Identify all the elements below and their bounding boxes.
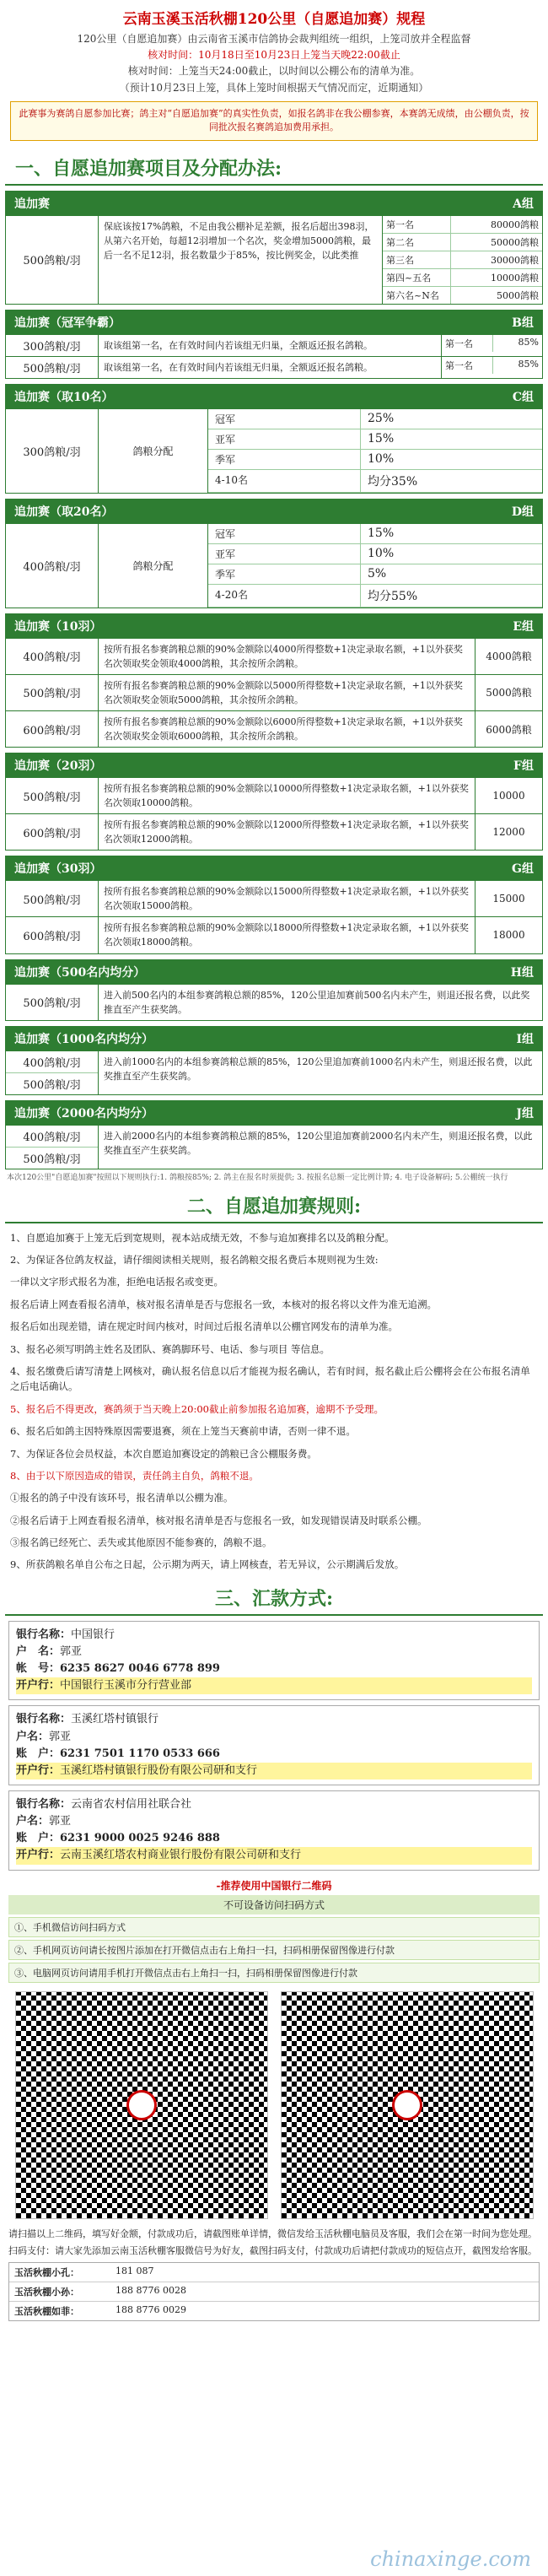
bank-value: 玉溪红塔村镇银行 [71,1713,159,1726]
bank-value: 云南玉溪红塔农村商业银行股份有限公司研和支行 [60,1849,302,1862]
bank-name-row [16,1627,532,1644]
pct-value: 15% [360,429,542,449]
bank-branch-row [16,1847,532,1864]
contact-row [9,2263,539,2282]
qr-code-image[interactable] [281,1991,534,2219]
bank-label: 银行名称： [16,1713,72,1726]
bank-logo-icon [392,2090,422,2120]
group-d-header [6,500,542,523]
rule-item: 7、为保证各位会员权益，本次自愿追加赛设定的鸽粮已含公棚服务费。 [10,1447,317,1460]
prize-rank: 第三名 [386,254,414,266]
group-a-name: 追加赛 [14,197,50,211]
pct-row [208,470,542,493]
prize-amount: 50000鸽粮 [450,234,542,251]
rule-item: ①报名的鸽子中没有该环号，报名清单以公棚为准。 [10,1492,234,1504]
group-f-header [6,753,542,777]
group-d-mid: 鸽粮分配 [99,524,208,608]
group-f-price: 600鸽粮/羽 [6,814,99,850]
rule-item: 9、所获鸽粮名单自公布之日起，公示期为两天，请上网核查，若无异议，公示期满后发放。 [10,1558,405,1571]
bank-account-row[interactable] [16,1830,532,1847]
bank-account-row[interactable] [16,1746,532,1763]
group-g-desc: 按所有报名参赛鸽粮总额的90%金额除以18000所得整数+1决定录取名额，+1以外获奖名次领取18000鸽粮。 [104,922,469,948]
group-c-header [6,385,542,408]
pct-row [208,564,542,585]
group-e-letter: E组 [513,619,534,634]
rule-item: 2、为保证各位鸽友权益，请仔细阅读相关规则，报名鸽粮交报名费后本规则视为生效: [10,1253,379,1266]
prize-amount: 85% [492,335,542,352]
rule-item: 1、自愿追加赛于上笼无后到宽规则，视本站成绩无效，不参与追加赛排名以及鸽粮分配。 [10,1231,395,1244]
intro-line-4: （预计10月23日上笼，具体上笼时间根据天气情况而定，近期通知） [119,81,429,94]
group-a-prizes [382,216,542,304]
group-j-row [6,1125,542,1169]
bank-value: 中国银行 [71,1628,116,1641]
group-c-mid: 鸽粮分配 [99,409,208,493]
group-c-price: 300鸽粮/羽 [6,409,99,493]
pct-rank: 冠军 [215,527,236,540]
recommend-qr: -推荐使用中国银行二维码 [8,1876,540,1895]
bank-label: 开户行： [16,1679,61,1693]
group-e-price: 400鸽粮/羽 [6,639,99,674]
group-f-row [6,813,542,850]
group-i-name: 追加赛（1000名内均分） [14,1032,153,1046]
pct-row [208,409,542,429]
group-j-prices [6,1126,99,1169]
contact-name: 玉活秋棚小孔： [14,2266,79,2278]
prize-rank: 第四~五名 [386,272,432,284]
bank-label: 户名： [16,1730,50,1743]
group-i-row [6,1050,542,1094]
pct-value: 均分55% [360,585,542,607]
bank-label: 户 名： [16,1644,61,1658]
pct-value: 5% [360,564,542,584]
group-b-desc: 取该组第一名，在有效时间内若该组无归巢，全额返还报名鸽粮。 [104,339,373,351]
prize-row [383,251,542,269]
group-b-letter: B组 [512,316,534,330]
prize-row [442,357,542,374]
rule-item: 4、报名缴费后请写清楚上网核对，确认报名信息以后才能视为报名确认，若有时间，报名截止后公棚将会在公布报名清单之后电话确认。 [10,1364,530,1393]
contact-name: 玉活秋棚小孙： [14,2286,79,2298]
bank-account-row[interactable] [16,1661,532,1677]
group-b-prize [441,335,542,356]
group-i-header [6,1027,542,1050]
group-e-num: 6000鸽粮 [475,711,542,747]
group-i-prices [6,1051,99,1094]
group-f-price: 500鸽粮/羽 [6,778,99,813]
group-e-row [6,674,542,710]
group-d [5,499,543,608]
bank-holder-row [16,1644,532,1661]
bank-logo-icon [126,2090,157,2120]
group-g-name: 追加赛（30羽） [14,862,102,877]
group-e-price: 500鸽粮/羽 [6,675,99,710]
prize-row [383,287,542,304]
pct-row [208,450,542,470]
group-a-price: 500鸽粮/羽 [6,216,99,304]
qr-method-header: 不可设备访问扫码方式 [8,1895,540,1914]
group-f-name: 追加赛（20羽） [14,759,102,774]
group-h-row [6,984,542,1020]
rules-list [0,1227,548,1576]
group-h-name: 追加赛（500名内均分） [14,965,146,980]
bank-account-number[interactable]: 6231 7501 1170 0533 666 [60,1747,220,1760]
rule-item: 报名后请上网查看报名清单，核对报名清单是否与您报名一致，本核对的报名将以文件为准无追溯。 [10,1298,437,1310]
group-i [5,1026,543,1095]
bank-account-number[interactable]: 6235 8627 0046 6778 899 [60,1662,220,1676]
page-title: 云南玉溪玉活秋棚120公里（自愿追加赛）规程 [122,11,426,28]
rule-item: 报名后如出现差错，请在规定时间内核对，时间过后报名清单以公棚官网发布的清单为准。 [10,1320,398,1333]
group-e-row [6,638,542,674]
notice-box: 此赛事为赛鸽自愿参加比赛；鸽主对“自愿追加赛”的真实性负责，如报名鸽非在我公棚参赛，本赛鸽无成绩，由公棚负责，按同批次报名赛鸽追加费用承担。 [10,101,538,141]
watermark: chinaxinge.com [370,2547,531,2571]
group-i-price: 500鸽粮/羽 [23,1078,81,1092]
intro-line-3: 核对时间：上笼当天24:00截止，以时间以公棚公布的清单为准。 [127,65,421,78]
group-j-price: 500鸽粮/羽 [23,1153,81,1166]
qr-code-image[interactable] [15,1991,268,2219]
group-e-name: 追加赛（10羽） [14,619,102,634]
rule-item: ③报名鸽已经死亡、丢失或其他原因不能参赛的，鸽粮不退。 [10,1536,272,1549]
bank-label: 帐 号： [16,1662,61,1676]
group-j [5,1100,543,1169]
group-h-desc: 进入前500名内的本组参赛鸽粮总额的85%，120公里追加赛前500名内未产生，则退还报名费，以此奖推直至产生获奖鸽。 [104,989,530,1015]
prize-amount: 10000鸽粮 [450,269,542,286]
group-a-header [6,192,542,215]
prize-row [383,269,542,287]
group-d-name: 追加赛（取20名） [14,505,114,519]
pct-rank: 季军 [215,453,236,466]
pct-rank: 冠军 [215,413,236,425]
group-g-row [6,880,542,916]
group-b [5,310,543,379]
bank-holder-row [16,1729,532,1746]
intro [0,31,548,96]
group-g-row [6,916,542,953]
group-b-name: 追加赛（冠军争霸） [14,316,121,330]
rule-item: 8、由于以下原因造成的错误，责任鸽主自负，鸽粮不退。 [10,1469,259,1482]
prize-row [442,335,542,352]
bank-card-1 [8,1621,540,1701]
group-d-row [6,523,542,608]
group-h-price: 500鸽粮/羽 [6,985,99,1020]
group-e-desc: 按所有报名参赛鸽粮总额的90%金额除以4000所得整数+1决定录取名额，+1以外获奖名次领取奖金领取4000鸽粮，其余按所余鸽粮。 [104,643,463,669]
prize-amount: 80000鸽粮 [450,216,542,233]
group-b-header [6,311,542,334]
pct-rank: 季军 [215,568,236,581]
contact-name: 玉活秋棚如菲： [14,2305,79,2317]
prize-rank: 第六名~N名 [386,289,439,301]
contact-table [8,2262,540,2321]
group-f-desc: 按所有报名参赛鸽粮总额的90%金额除以12000所得整数+1决定录取名额，+1以外获奖名次领取12000鸽粮。 [104,819,469,845]
group-f-num: 10000 [475,778,542,813]
group-g-header [6,856,542,880]
contact-phone[interactable]: 188 8776 0029 [116,2303,186,2315]
group-d-price: 400鸽粮/羽 [6,524,99,608]
bank-branch-row [16,1763,532,1779]
intro-line-1: 120公里（自愿追加赛）由云南省玉溪市信鸽协会裁判组统一组织，上笼司放并全程监督 [77,33,471,45]
bank-label: 开户行： [16,1849,61,1862]
group-e-num: 4000鸽粮 [475,639,542,674]
bank-branch-row [16,1677,532,1694]
group-h-letter: H组 [510,965,534,980]
group-j-letter: J组 [516,1106,534,1121]
group-g-letter: G组 [512,862,534,877]
group-b-row [6,356,542,378]
group-b-price: 300鸽粮/羽 [6,335,99,356]
group-d-letter: D组 [511,505,534,519]
pct-row [208,585,542,608]
pct-value: 均分35% [360,470,542,492]
group-b-prize [441,357,542,378]
group-e-desc: 按所有报名参赛鸽粮总额的90%金额除以6000所得整数+1决定录取名额，+1以外获奖名次领取奖金领取6000鸽粮，其余按所余鸽粮。 [104,716,463,743]
group-i-price: 400鸽粮/羽 [6,1051,98,1073]
contact-row [9,2302,539,2320]
group-c-row [6,408,542,493]
contact-row [9,2282,539,2302]
pct-row [208,544,542,564]
group-c-table [208,409,542,493]
bank-value: 郭亚 [60,1644,83,1658]
group-b-price: 500鸽粮/羽 [6,357,99,378]
bank-label: 户名： [16,1815,50,1828]
rule-item: 6、报名后如鸽主因特殊原因需要退赛，须在上笼当天赛前申请，否则一律不退。 [10,1425,356,1438]
rule-item: ②报名后请于上网查看报名清单，核对报名清单是否与您报名一致，如发现错误请及时联系公棚。 [10,1514,427,1526]
pct-row [208,429,542,450]
group-a-desc: 保底该按17%鸽粮，不足由我公棚补足差额，报名后超出398羽，从第六名开始，每超12羽增加一个名次，奖金增加5000鸽粮，最后一名不足12羽，报名数量少于85%，按比例奖金，以此类推 [104,220,374,261]
pct-value: 15% [360,524,542,543]
prize-rank: 第二名 [386,236,414,248]
rule-item: 3、报名必须写明鸽主姓名及团队、赛鸽脚环号、电话、参与项目 等信息。 [10,1342,330,1355]
group-j-header [6,1101,542,1125]
bank-card-2 [8,1705,540,1785]
group-e-num: 5000鸽粮 [475,675,542,710]
pay-step: ②、手机网页访问请长按图片添加在打开微信点击右上角扫一扫，扫码相册保留图像进行付款 [8,1940,540,1960]
pct-row [208,524,542,544]
group-j-price: 400鸽粮/羽 [6,1126,98,1148]
group-e-price: 600鸽粮/羽 [6,711,99,747]
rule-item: 一律以文字形式报名为准，拒绝电话报名或变更。 [10,1276,223,1288]
group-f-letter: F组 [513,759,534,774]
section-1-heading: 一、自愿追加赛项目及分配办法: [5,146,543,186]
group-j-name: 追加赛（2000名内均分） [14,1106,153,1121]
intro-line-2: 核对时间：10月18日至10月23日上笼当天晚22:00截止 [148,49,400,62]
scan-tip: 扫码支付：请大家先添加云南玉活秋棚客服微信号为好友，截图扫码支付，付款成功后请把付款成功的短信点开，截图发给客服。 [8,2245,537,2257]
group-g-desc: 按所有报名参赛鸽粮总额的90%金额除以15000所得整数+1决定录取名额，+1以外获奖名次领取15000鸽粮。 [104,886,469,912]
bank-account-number[interactable]: 6231 9000 0025 9246 888 [60,1832,220,1845]
group-b-row [6,334,542,356]
group-c-name: 追加赛（取10名） [14,390,114,404]
prize-row [383,216,542,234]
group-g [5,856,543,953]
group-h-header [6,960,542,984]
pay-step: ①、手机微信访问扫码方式 [8,1917,540,1937]
bank-label: 银行名称： [16,1628,72,1641]
bank-value: 郭亚 [49,1730,72,1743]
pct-rank: 4-20名 [215,588,248,601]
prize-amount: 5000鸽粮 [450,287,542,304]
group-e-header [6,614,542,638]
prize-rank: 第一名 [445,359,473,371]
bank-card-3 [8,1790,540,1871]
group-f [5,753,543,851]
group-d-table [208,524,542,608]
bank-label: 银行名称： [16,1797,72,1811]
group-f-row [6,777,542,813]
group-g-price: 600鸽粮/羽 [6,917,99,953]
pct-rank: 亚军 [215,548,236,560]
qr-tip: 请扫描以上二维码，填写好金额，付款成功后，请截图账单详情，微信发给玉活秋棚电脑员及客服，我们会在第一时间为您处理。 [8,2228,537,2239]
pct-value: 25% [360,409,542,429]
bank-value: 玉溪红塔村镇银行股份有限公司研和支行 [60,1763,258,1777]
group-f-desc: 按所有报名参赛鸽粮总额的90%金额除以10000所得整数+1决定录取名额，+1以外获奖名次领取10000鸽粮。 [104,783,469,809]
group-a [5,191,543,305]
bank-label: 账 户： [16,1832,61,1845]
group-c [5,384,543,494]
bank-value: 中国银行玉溪市分行营业部 [60,1679,192,1693]
bank-label: 开户行： [16,1763,61,1777]
group-i-letter: I组 [516,1032,534,1046]
group-g-price: 500鸽粮/羽 [6,881,99,916]
group-g-num: 18000 [475,917,542,953]
group-a-row [6,215,542,304]
contact-phone[interactable]: 181 087 [116,2265,154,2276]
group-g-num: 15000 [475,881,542,916]
bank-name-row [16,1796,532,1813]
contact-phone[interactable]: 188 8776 0028 [116,2284,186,2296]
group-i-desc: 进入前1000名内的本组参赛鸽粮总额的85%，120公里追加赛前1000名内未产生，则退还报名费，以此奖推直至产生获奖鸽。 [104,1056,533,1082]
group-e-row [6,710,542,747]
prize-rank: 第一名 [445,338,473,349]
group-j-desc: 进入前2000名内的本组参赛鸽粮总额的85%，120公里追加赛前2000名内未产生，则退还报名费，以此奖推直至产生获奖鸽。 [104,1130,533,1156]
bank-label: 账 户： [16,1747,61,1760]
group-a-letter: A组 [513,197,534,211]
section-2-heading: 二、自愿追加赛规则: [5,1184,543,1223]
pay-step: ③、电脑网页访问请用手机打开微信点击右上角扫一扫，扫码相册保留图像进行付款 [8,1963,540,1983]
pct-value: 10% [360,544,542,564]
prize-rank: 第一名 [386,219,414,230]
bank-holder-row [16,1813,532,1830]
pct-rank: 亚军 [215,433,236,446]
rule-item: 5、报名后不得更改，赛鸽须于当天晚上20:00截止前参加报名追加赛，逾期不予受理。 [10,1402,384,1415]
group-e [5,613,543,748]
bank-name-row [16,1711,532,1728]
group-f-num: 12000 [475,814,542,850]
bank-value: 郭亚 [49,1815,72,1828]
prize-amount: 30000鸽粮 [450,251,542,268]
group-h [5,959,543,1021]
group-e-desc: 按所有报名参赛鸽粮总额的90%金额除以5000所得整数+1决定录取名额，+1以外获奖名次领取奖金领取5000鸽粮，其余按所余鸽粮。 [104,679,463,705]
pct-value: 10% [360,450,542,469]
bank-value: 云南省农村信用社联合社 [71,1797,192,1811]
pct-rank: 4-10名 [215,473,248,486]
group-b-desc: 取该组第一名，在有效时间内若该组无归巢，全额返还报名鸽粮。 [104,361,373,373]
qr-codes [8,1991,540,2219]
prize-row [383,234,542,251]
group-c-letter: C组 [512,390,534,404]
small-note: 本次120公里"自愿追加赛"按照以下规则执行:1. 鸽粮按85%; 2. 鸽主在报名时须提供; 3. 按报名总额一定比例计算; 4. 电子设备解码; 5.公棚统一执行 [7,1173,508,1182]
section-3-heading: 三、汇款方式: [5,1576,543,1616]
prize-amount: 85% [492,357,542,374]
